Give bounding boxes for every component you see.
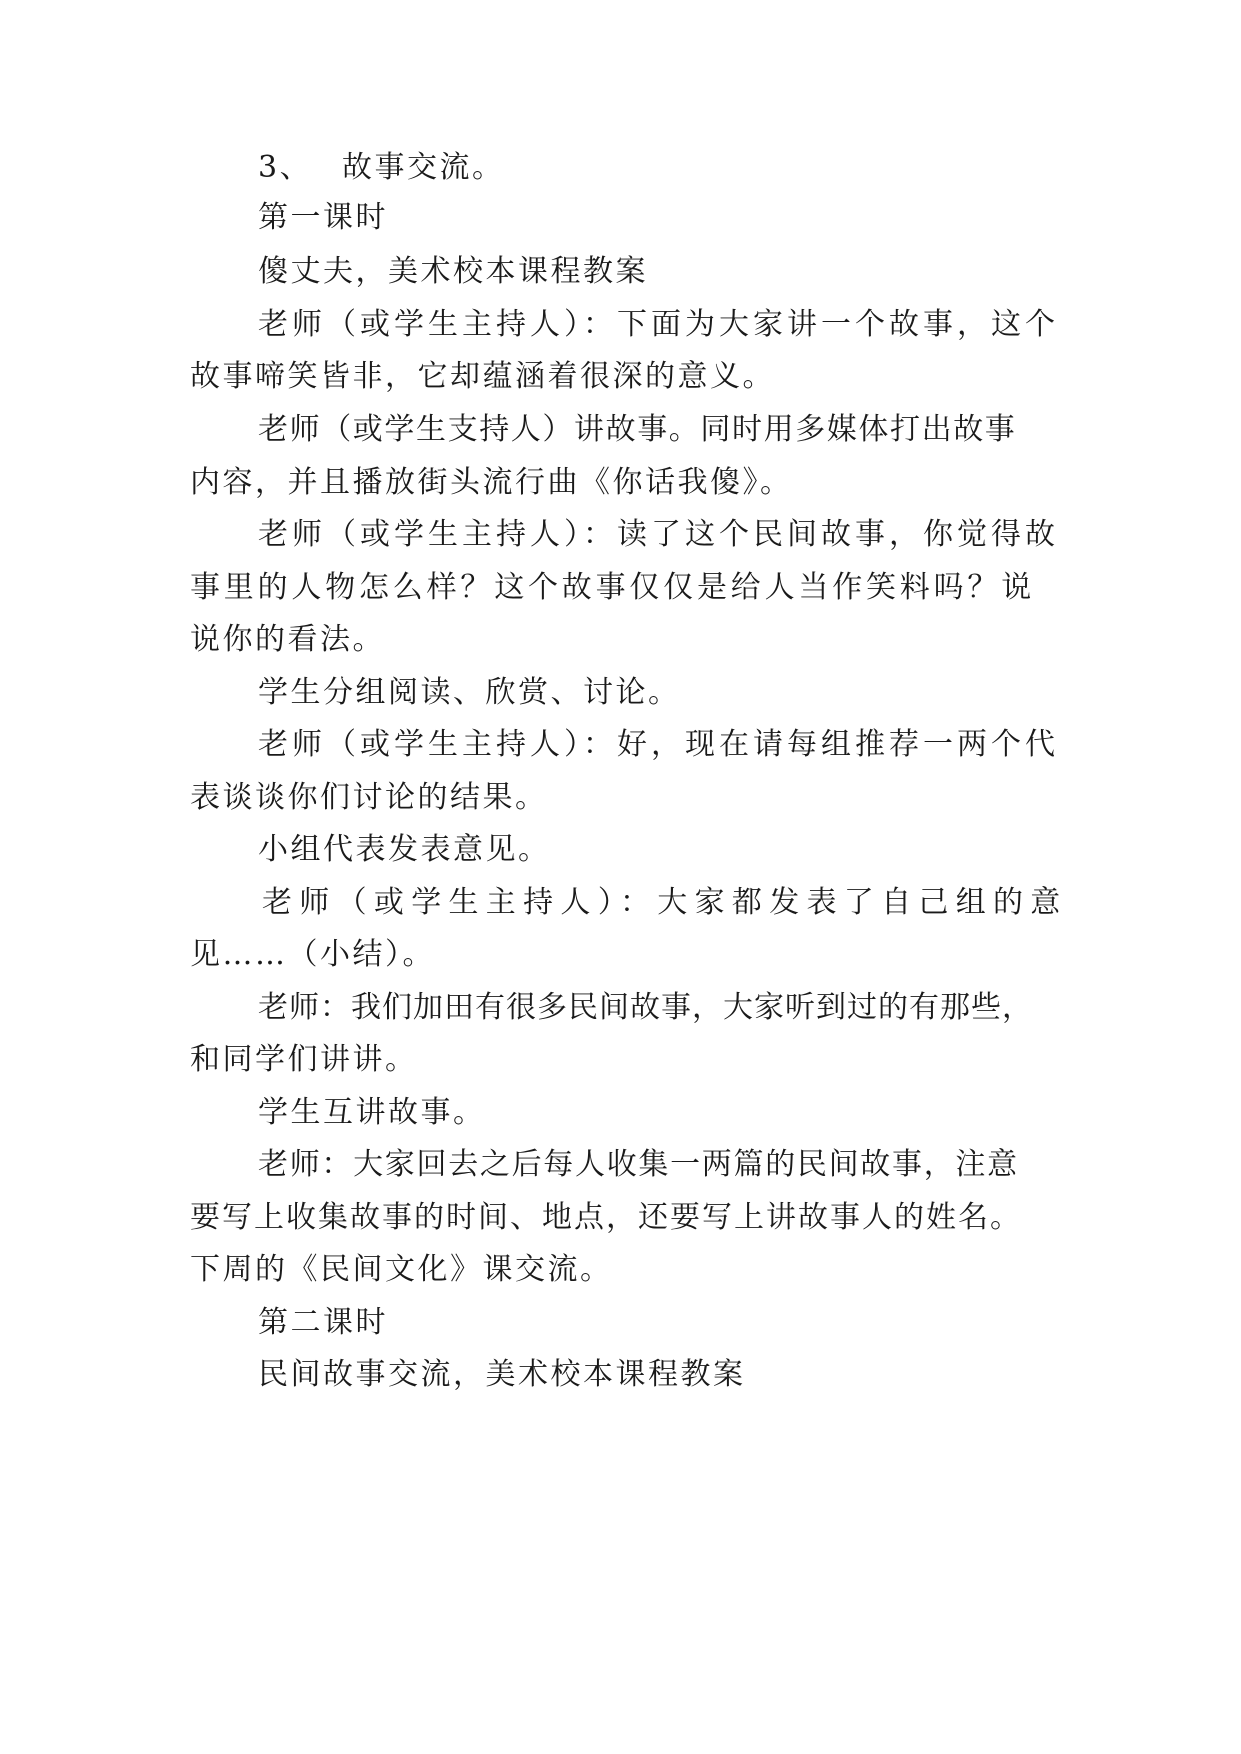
paragraph-line: 小组代表发表意见。 (258, 832, 551, 867)
lesson-title-1: 傻丈夫，美术校本课程教案 (258, 254, 648, 289)
paragraph-line: 老师（或学生主持人）：好，现在请每组推荐一两个代 (258, 727, 1059, 762)
paragraph-line: 老师（或学生主持人）：读了这个民间故事，你觉得故 (258, 517, 1059, 552)
lesson-title-2: 民间故事交流，美术校本课程教案 (258, 1357, 746, 1392)
paragraph-line: 老师（或学生主持人）：下面为大家讲一个故事，这个 (258, 307, 1059, 342)
paragraph-line: 见……（小结）。 (190, 937, 435, 972)
paragraph-line: 事里的人物怎么样？这个故事仅仅是给人当作笑料吗？说 (190, 570, 1035, 605)
paragraph-line: 和同学们讲讲。 (190, 1042, 418, 1077)
paragraph-line: 表谈谈你们讨论的结果。 (190, 780, 548, 815)
paragraph-line: 说你的看法。 (190, 622, 385, 657)
paragraph-line: 老师：大家回去之后每人收集一两篇的民间故事，注意 (258, 1147, 1019, 1182)
paragraph-line: 要写上收集故事的时间、地点，还要写上讲故事人的姓名。 (190, 1200, 1022, 1235)
section-number: 3、 (258, 150, 313, 185)
lesson-heading-1: 第一课时 (258, 200, 388, 235)
paragraph-line: 内容，并且播放街头流行曲《你话我傻》。 (190, 465, 793, 500)
paragraph-line: 老师：我们加田有很多民间故事，大家听到过的有那些， (258, 990, 1033, 1025)
lesson-heading-2: 第二课时 (258, 1305, 388, 1340)
paragraph-line: 老师（或学生支持人）讲故事。同时用多媒体打出故事 (258, 412, 1017, 447)
paragraph-line: 故事啼笑皆非，它却蕴涵着很深的意义。 (190, 359, 775, 394)
paragraph-line: 学生互讲故事。 (258, 1095, 486, 1130)
paragraph-line: 学生分组阅读、欣赏、讨论。 (258, 675, 681, 710)
section-title: 故事交流。 (342, 150, 505, 185)
paragraph-line: 老师（或学生主持人）：大家都发表了自己组的意 (262, 885, 1068, 920)
paragraph-line: 下周的《民间文化》课交流。 (190, 1252, 613, 1287)
